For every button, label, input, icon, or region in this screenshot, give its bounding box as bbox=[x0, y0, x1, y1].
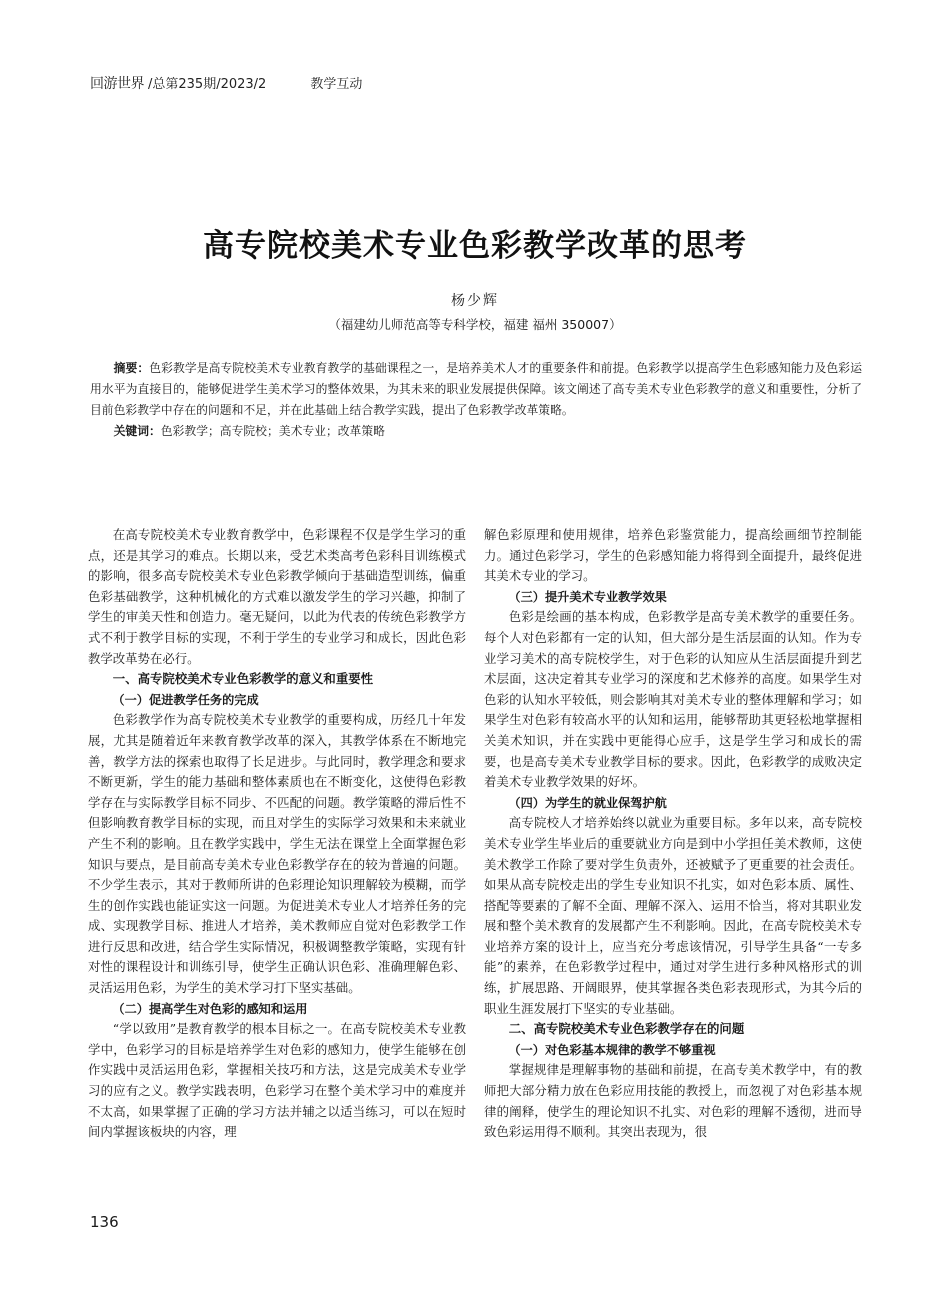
section-label: 教学互动 bbox=[310, 77, 363, 92]
abstract-label: 摘要： bbox=[113, 361, 150, 375]
section-heading: 一、高专院校美术专业色彩教学的意义和重要性 bbox=[112, 671, 373, 687]
issue-info: /总第235期/2023/2 bbox=[148, 77, 267, 92]
abstract-paragraph bbox=[90, 358, 862, 421]
author-name: 杨少辉 bbox=[451, 293, 499, 309]
keywords-line bbox=[90, 421, 862, 442]
body-paragraph: “学以致用”是教育教学的根本目标之一。在高专院校美术专业教学中，色彩学习的目标是培养学生对色彩的感知力，使学生能够在创作实践中灵活运用色彩，掌握相关技巧和方法，这是完成美术专业学习的应有之义。教学实践表明，色彩学习在整个美术学习中的难度并不太高，如果掌握了正确的学习方法并辅之以适当练习，可以在短时间内掌握该板块的内容，理 bbox=[88, 1021, 466, 1140]
subsection-heading: （一）促进教学任务的完成 bbox=[112, 692, 259, 707]
subsection-heading: （四）为学生的就业保驾护航 bbox=[508, 795, 667, 810]
body-column-left bbox=[88, 525, 466, 1143]
body-paragraph: 高专院校人才培养始终以就业为重要目标。多年以来，高专院校美术专业学生毕业后的重要就业方向是到中小学担任美术教师，这使美术教学工作除了要对学生负责外，还被赋予了更重要的社会责任。如果从高专院校走出的学生专业知识不扎实，如对色彩本质、属性、搭配等要素的了解不全面、理解不深入、运用不恰当，将对其职业发展和整个美术教育的发展都产生不利影响。因此，在高专院校美术专业培养方案的设计上，应当充分考虑该情况，引导学生具备“一专多能”的素养，在色彩教学过程中，通过对学生进行多种风格形式的训练，扩展思路、开阔眼界，使其掌握各类色彩表现形式，为其今后的职业生涯发展打下坚实的专业基础。 bbox=[484, 815, 862, 1016]
article-title: 高专院校美术专业色彩教学改革的思考 bbox=[203, 228, 747, 264]
subsection-heading: （一）对色彩基本规律的教学不够重视 bbox=[508, 1042, 716, 1057]
body-paragraph: 色彩是绘画的基本构成，色彩教学是高专美术教学的重要任务。每个人对色彩都有一定的认知，但大部分是生活层面的认知。作为专业学习美术的高专院校学生，对于色彩的认知应从生活层面提升到艺术层面，这决定着其专业学习的深度和艺术修养的高度。如果学生对色彩的认知水平较低，则会影响其对美术专业的整体理解和学习；如果学生对色彩有较高水平的认知和运用，能够帮助其更轻松地掌握相关美术知识，并在实践中更能得心应手，这是学生学习和成长的需要，也是高专美术专业教学目标的要求。因此，色彩教学的成败决定着美术专业教学效果的好坏。 bbox=[484, 609, 862, 790]
page-number: 136 bbox=[90, 1213, 119, 1231]
section-heading: 二、高专院校美术专业色彩教学存在的问题 bbox=[508, 1021, 745, 1037]
body-column-right bbox=[484, 525, 862, 1143]
subsection-heading: （三）提升美术专业教学效果 bbox=[508, 589, 667, 604]
abstract-text: 色彩教学是高专院校美术专业教育教学的基础课程之一，是培养美术人才的重要条件和前提。色彩教学以提高学生色彩感知能力及色彩运用水平为直接目的，能够促进学生美术学习的整体效果，为其未来的职业发展提供保障。该文阐述了高专美术专业色彩教学的意义和重要性，分析了目前色彩教学中存在的问题和不足，并在此基础上结合教学实践，提出了色彩教学改革策略。 bbox=[90, 361, 862, 417]
abstract-block bbox=[90, 358, 862, 442]
journal-logo: 回游世界 bbox=[90, 76, 144, 92]
body-paragraph: 色彩教学作为高专院校美术专业教学的重要构成，历经几十年发展，尤其是随着近年来教育教学改革的深入，其教学体系在不断地完善，教学方法的探索也取得了长足进步。与此同时，教学理念和要求不断更新，学生的能力基础和整体素质也在不断变化，这使得色彩教学存在与实际教学目标不同步、不匹配的问题。教学策略的滞后性不但影响教育教学目标的实现，而且对学生的实际学习效果和未来就业产生不利的影响。且在教学实践中，学生无法在课堂上全面掌握色彩知识与要点，是目前高专美术专业色彩教学存在的较为普遍的问题。不少学生表示，其对于教师所讲的色彩理论知识理解较为模糊，而学生的创作实践也能证实这一问题。为促进美术专业人才培养任务的完成、实现教学目标、推进人才培养，美术教师应自觉对色彩教学工作进行反思和改进，结合学生实际情况，积极调整教学策略，实现有针对性的课程设计和训练引导，使学生正确认识色彩、准确理解色彩、灵活运用色彩，为学生的美术学习打下坚实基础。 bbox=[88, 712, 466, 996]
author-affiliation: （福建幼儿师范高等专科学校，福建 福州 350007） bbox=[328, 317, 622, 332]
body-paragraph: 解色彩原理和使用规律，培养色彩鉴赏能力，提高绘画细节控制能力。通过色彩学习，学生的色彩感知能力将得到全面提升，最终促进其美术专业的学习。 bbox=[484, 527, 862, 584]
body-paragraph: 在高专院校美术专业教育教学中，色彩课程不仅是学生学习的重点，还是其学习的难点。长期以来，受艺术类高考色彩科目训练模式的影响，很多高专院校美术专业色彩教学倾向于基础造型训练，偏重色彩基础教学，这种机械化的方式难以激发学生的学习兴趣，抑制了学生的审美天性和创造力。毫无疑问，以此为代表的传统色彩教学方式不利于教学目标的实现，不利于学生的专业学习和成长，因此色彩教学改革势在必行。 bbox=[88, 527, 466, 666]
running-header bbox=[90, 73, 362, 93]
keywords-label: 关键词： bbox=[113, 424, 161, 438]
keywords-text: 色彩教学；高专院校；美术专业；改革策略 bbox=[160, 424, 385, 438]
body-paragraph: 掌握规律是理解事物的基础和前提，在高专美术教学中，有的教师把大部分精力放在色彩应用技能的教授上，而忽视了对色彩基本规律的阐释，使学生的理论知识不扎实、对色彩的理解不透彻，进而导致色彩运用得不顺利。其突出表现为，很 bbox=[484, 1062, 862, 1140]
subsection-heading: （二）提高学生对色彩的感知和运用 bbox=[112, 1001, 308, 1016]
